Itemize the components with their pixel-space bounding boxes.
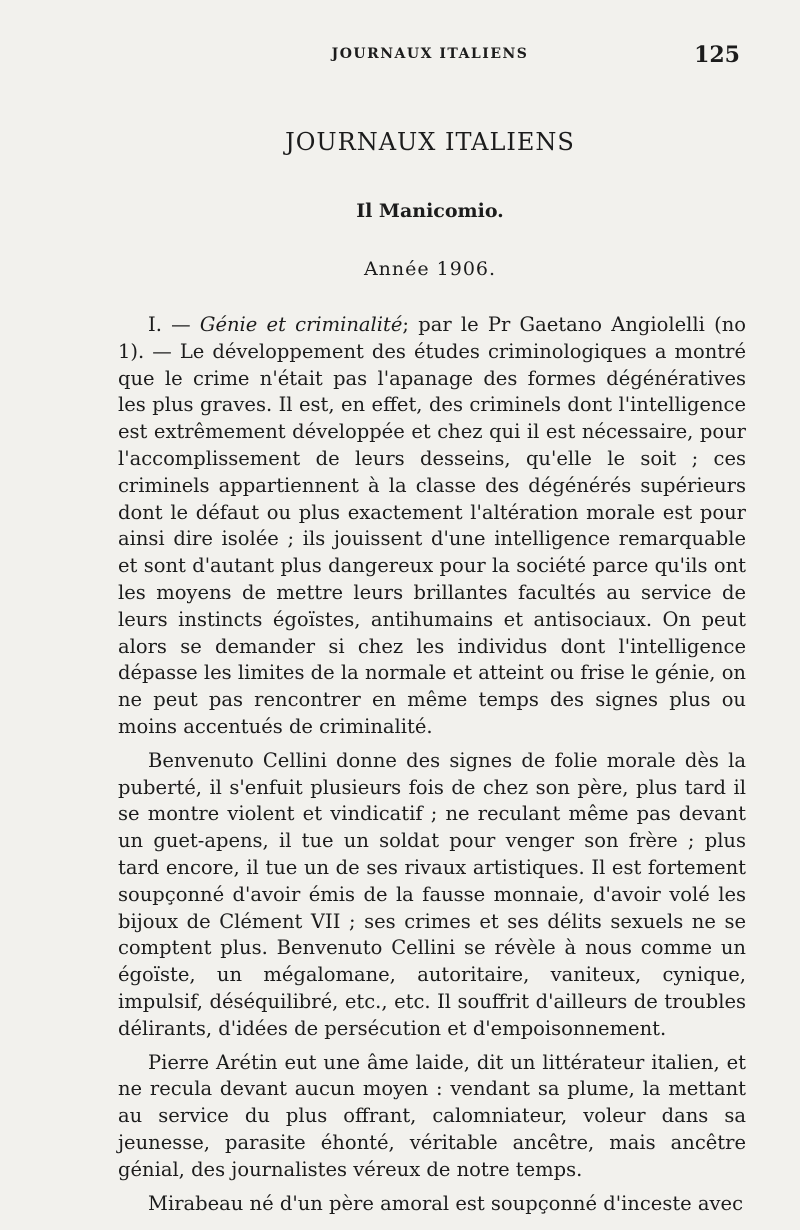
article-title: JOURNAUX ITALIENS <box>285 128 575 156</box>
section-title: Génie et criminalité <box>199 313 403 336</box>
journal-name: Il Manicomio. <box>356 200 504 222</box>
paragraph-4: Mirabeau né d'un père amoral est soupçonné d'inceste avec <box>148 1191 744 1215</box>
paragraph-2: Benvenuto Cellini donne des signes de folie morale dès la puberté, il s'enfuit plusieurs fois de chez son père, plus tard il se montre violent et vindicatif ; ne reculant même pas devant un guet-apens, il tue un soldat pour venger son frère ; plus tard encore, il tue un de ses rivaux artistiques. Il est fortement soupçonné d'avoir émis de la fausse monnaie, d'avoir volé les bijoux de Clément VII ; ses crimes et ses délits sexuels ne se comptent plus. Benvenuto Cellini se révèle à nous comme un égoïste, un mégalomane, autoritaire, vaniteux, cynique, impulsif, déséquilibré, etc., etc. Il souffrit d'ailleurs de troubles délirants, d'idées de persécution et d'empoisonnement. <box>118 748 746 1040</box>
running-title: JOURNAUX ITALIENS <box>331 46 529 62</box>
running-head <box>120 42 740 72</box>
section-number: I. — <box>148 313 200 336</box>
paragraph-1-text: ; par le Pr Gaetano Angiolelli (no 1). — Le développement des études criminologiques a montré que le crime n'était pas l'apanage des formes dégénératives les plus graves. Il est, en effet, des criminels dont l'intelligence est extrêmement développée et chez qui il est nécessaire, pour l'accomplissement de leurs desseins, qu'elle le soit ; ces criminels appartiennent à la classe des dégénérés supérieurs dont le défaut ou plus exactement l'altération morale est pour ainsi dire isolée ; ils jouissent d'une intelligence remarquable et sont d'autant plus dangereux pour la société parce qu'ils ont les moyens de mettre leurs brillantes facultés au service de leurs instincts égoïstes, antihumains et antisociaux. On peut alors se demander si chez les individus dont l'intelligence dépasse les limites de la normale et atteint ou frise le génie, on ne peut pas rencontrer en même temps des signes plus ou moins accentués de criminalité. <box>118 313 746 738</box>
paragraph-1 <box>118 312 746 741</box>
page-number: 125 <box>694 42 740 68</box>
year-heading: Année 1906. <box>363 258 497 280</box>
paragraph-3: Pierre Arétin eut une âme laide, dit un littérateur italien, et ne recula devant aucun moyen : vendant sa plume, la mettant au service du plus offrant, calomniateur, voleur dans sa jeunesse, parasite éhonté, véritable ancêtre, mais ancêtre génial, des journalistes véreux de notre temps. <box>118 1050 746 1181</box>
article-body <box>118 312 746 1224</box>
